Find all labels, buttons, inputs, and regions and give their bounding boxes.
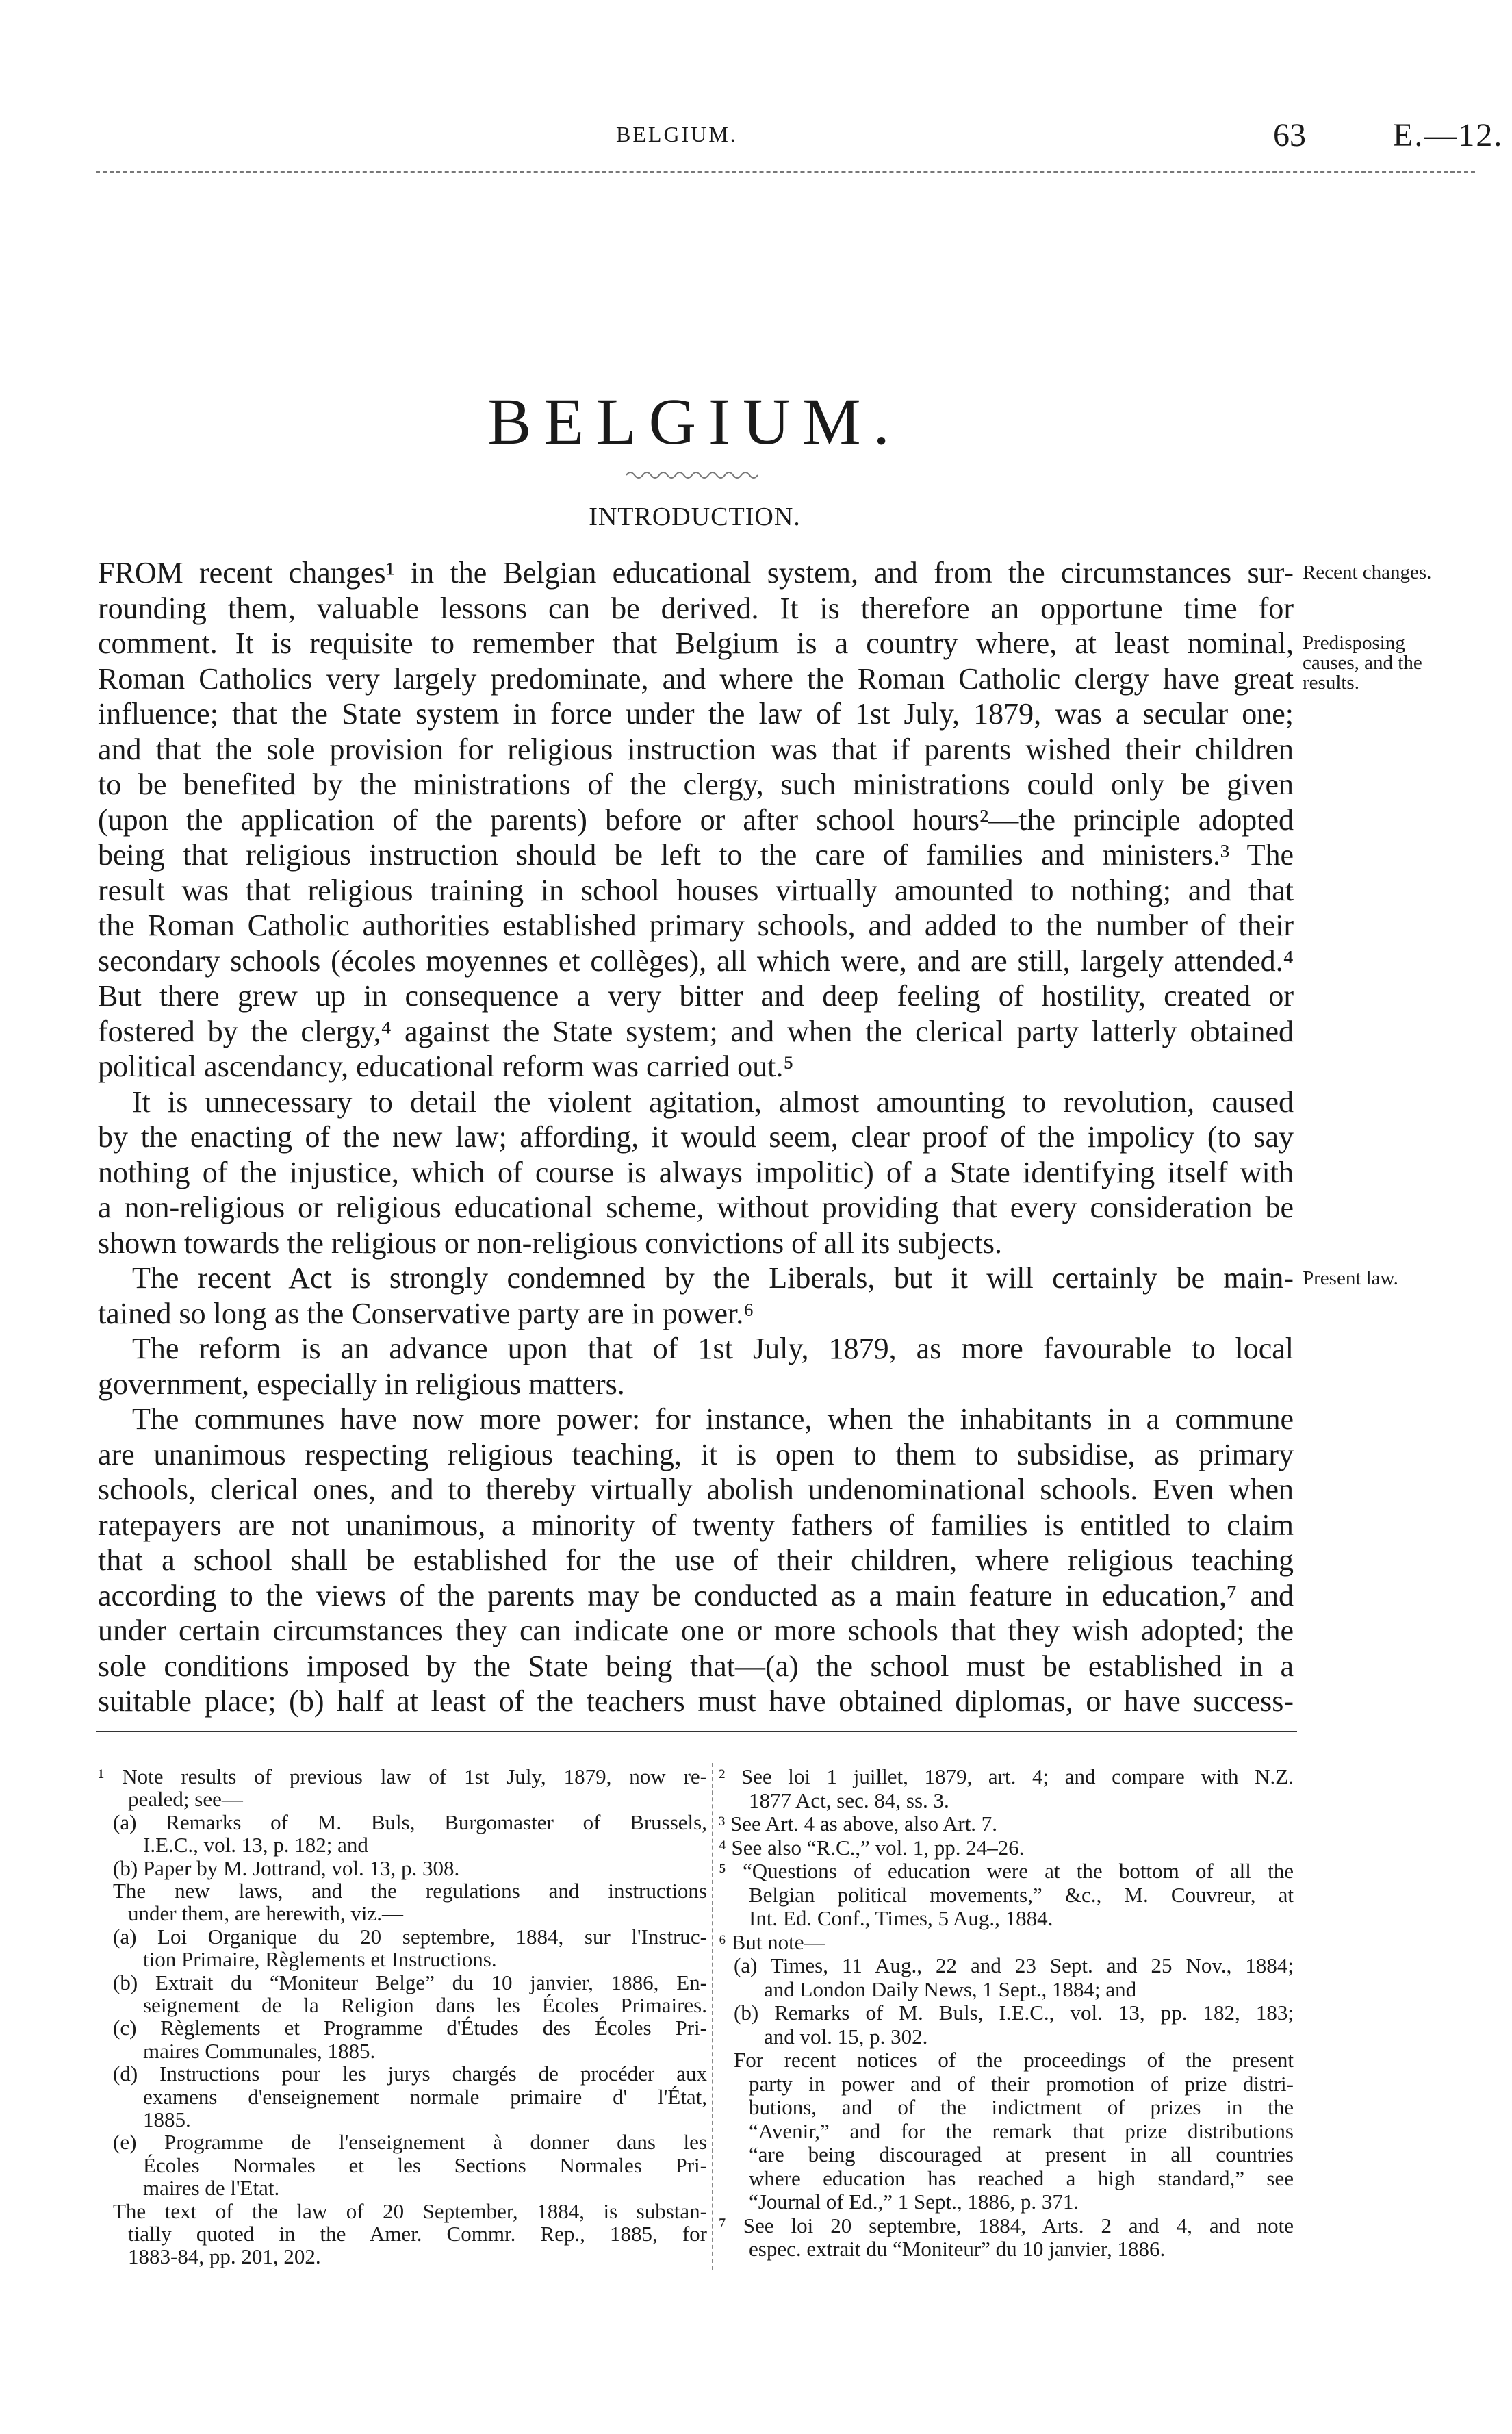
footnote-line: (a) Remarks of M. Buls, Burgomaster of Brussels, [113, 1810, 707, 1834]
body-line: Roman Catholics very largely predominate, and where the Roman Catholic clergy have great [98, 661, 1294, 696]
body-line: (upon the application of the parents) before or after school hours²—the principle adopted [98, 802, 1294, 837]
body-line: shown towards the religious or non-religious convictions of all its subjects. [98, 1226, 1003, 1260]
footnote-line: party in power and of their promotion of prize distri- [749, 2071, 1294, 2096]
footnote-line: (e) Programme de l'enseignement à donner dans les [113, 2130, 707, 2155]
body-line: the Roman Catholic authorities established primary schools, and added to the number of their [98, 909, 1294, 942]
body-line: The recent Act is strongly condemned by the Liberals, but it will certainly be main- [132, 1261, 1294, 1295]
footnote-line: tially quoted in the Amer. Commr. Rep., 1885, for [128, 2222, 707, 2246]
footnote-line: Int. Ed. Conf., Times, 5 Aug., 1884. [749, 1906, 1053, 1930]
body-line: FROM recent changes¹ in the Belgian educational system, and from the circumstances sur- [98, 556, 1294, 590]
footnote-line: “Journal of Ed.,” 1 Sept., 1886, p. 371. [749, 2190, 1079, 2214]
body-line: political ascendancy, educational reform was carried out.⁵ [98, 1050, 794, 1083]
page-title: BELGIUM. [487, 385, 902, 458]
footnote-line: (b) Remarks of M. Buls, I.E.C., vol. 13, pp. 182, 183; [734, 2001, 1294, 2025]
body-line: result was that religious training in school houses virtually amounted to nothing; and that [98, 873, 1294, 907]
body-line: influence; that the State system in force under the law of 1st July, 1879, was a secular one; [98, 697, 1294, 731]
body-line: secondary schools (écoles moyennes et collèges), all which were, and are still, largely attended.⁴ [98, 943, 1294, 978]
footnote-rule [96, 1731, 1297, 1732]
body-line: The reform is an advance upon that of 1st July, 1879, as more favourable to local [132, 1332, 1294, 1365]
footnote-line: (b) Extrait du “Moniteur Belge” du 10 janvier, 1886, En- [113, 1970, 707, 1994]
margin-note: Present law. [1303, 1267, 1398, 1289]
footnote-line: examens d'enseignement normale primaire d' l'État, [143, 2084, 707, 2109]
body-line: a non-religious or religious educational scheme, without providing that every consideration be [98, 1191, 1294, 1224]
body-line: nothing of the injustice, which of course is always impolitic) of a State identifying itself with [98, 1155, 1294, 1189]
footnote-line: (c) Règlements et Programme d'Études des Écoles Pri- [113, 2016, 707, 2040]
running-title: BELGIUM. [616, 122, 738, 147]
margin-note: Recent changes. [1303, 561, 1432, 583]
footnote-line: tion Primaire, Règlements et Instructions. [143, 1947, 497, 1972]
footnote-line: (b) Paper by M. Jottrand, vol. 13, p. 308. [113, 1855, 460, 1880]
body-line: tained so long as the Conservative party are in power.⁶ [98, 1296, 754, 1330]
footnote-line: ⁵ “Questions of education were at the bottom of all the [719, 1859, 1294, 1883]
page-number: 63 [1273, 117, 1306, 153]
footnote-line: “Avenir,” and for the remark that prize distributions [749, 2118, 1294, 2143]
footnote-line: and London Daily News, 1 Sept., 1884; and [764, 1977, 1137, 2001]
body-line: It is unnecessary to detail the violent agitation, almost amounting to revolution, caused [132, 1085, 1294, 1119]
body-line: schools, clerical ones, and to thereby virtually abolish undenominational schools. Even when [98, 1473, 1294, 1506]
footnote-line: The new laws, and the regulations and instructions [113, 1879, 707, 1903]
footnote-line: “are being discouraged at present in all countries [749, 2142, 1294, 2166]
footnote-line: (d) Instructions pour les jurys chargés de procéder aux [113, 2062, 707, 2086]
body-line: suitable place; (b) half at least of the teachers must have obtained diplomas, or have success- [98, 1684, 1294, 1718]
body-line: and that the sole provision for religious instruction was that if parents wished their children [98, 732, 1294, 766]
footnote-line: 1883-84, pp. 201, 202. [128, 2244, 321, 2269]
footnote-line: under them, are herewith, viz.— [128, 1901, 403, 1926]
body-line: under certain circumstances they can indicate one or more schools that they wish adopted; the [98, 1614, 1294, 1647]
footnote-line: espec. extrait du “Moniteur” du 10 janvier, 1886. [749, 2237, 1166, 2261]
body-line: comment. It is requisite to remember that Belgium is a country where, at least nominal, [98, 626, 1294, 660]
footnote-line: (a) Loi Organique du 20 septembre, 1884, sur l'Instruc- [113, 1924, 707, 1949]
footnote-line: For recent notices of the proceedings of the present [734, 2048, 1294, 2072]
margin-note: Predisposing causes, and the results. [1303, 632, 1422, 694]
footnote-line: Écoles Normales et les Sections Normales Pri- [143, 2153, 707, 2177]
footnote-line: I.E.C., vol. 13, p. 182; and [143, 1833, 368, 1858]
body-line: ratepayers are not unanimous, a minority of twenty fathers of families is entitled to claim [98, 1508, 1294, 1542]
footnote-line: butions, and of the indictment of prizes in the [749, 2095, 1294, 2119]
ornament-divider [626, 467, 763, 481]
footnote-line: maires Communales, 1885. [143, 2038, 376, 2063]
footnote-line: ¹ Note results of previous law of 1st July, 1879, now re- [98, 1764, 707, 1788]
body-line: being that religious instruction should be left to the care of families and ministers.³ The [98, 838, 1294, 872]
body-line: rounding them, valuable lessons can be derived. It is therefore an opportune time for [98, 591, 1294, 625]
body-line: fostered by the clergy,⁴ against the State system; and when the clerical party latterly obtained [98, 1014, 1294, 1048]
body-line: sole conditions imposed by the State being that—(a) the school must be established in a [98, 1649, 1294, 1683]
footnote-line: ⁶ But note— [719, 1929, 825, 1954]
footnote-line: The text of the law of 20 September, 1884, is substan- [113, 2198, 707, 2223]
body-line: The communes have now more power: for instance, when the inhabitants in a commune [132, 1402, 1294, 1436]
column-divider [712, 1763, 713, 2270]
footnote-line: maires de l'Etat. [143, 2176, 280, 2201]
footnote-line: 1877 Act, sec. 84, ss. 3. [749, 1788, 949, 1812]
paper-code: E.—12. [1393, 117, 1504, 153]
body-line: But there grew up in consequence a very bitter and deep feeling of hostility, created or [98, 979, 1294, 1013]
footnote-line: pealed; see— [128, 1787, 243, 1812]
body-line: that a school shall be established for the use of their children, where religious teaching [98, 1543, 1294, 1577]
footnote-line: ⁷ See loi 20 septembre, 1884, Arts. 2 and 4, and note [719, 2213, 1294, 2237]
section-heading: INTRODUCTION. [589, 503, 801, 531]
footnote-line: ⁴ See also “R.C.,” vol. 1, pp. 24–26. [719, 1835, 1025, 1860]
header-rule [96, 171, 1475, 173]
footnote-line: 1885. [143, 2107, 191, 2131]
footnote-line: Belgian political movements,” &c., M. Couvreur, at [749, 1882, 1294, 1907]
footnote-line: ² See loi 1 juillet, 1879, art. 4; and compare with N.Z. [719, 1764, 1294, 1788]
body-line: government, especially in religious matters. [98, 1367, 625, 1401]
footnote-line: and vol. 15, p. 302. [764, 2024, 928, 2049]
footnote-line: where education has reached a high standard,” see [749, 2166, 1294, 2190]
body-line: are unanimous respecting religious teaching, it is open to them to subsidise, as primary [98, 1437, 1294, 1471]
body-line: by the enacting of the new law; affording, it would seem, clear proof of the impolicy (to say [98, 1120, 1294, 1154]
footnote-line: (a) Times, 11 Aug., 22 and 23 Sept. and 25 Nov., 1884; [734, 1953, 1294, 1977]
footnote-line: seignement de la Religion dans les Écoles Primaires. [143, 1993, 707, 2017]
footnote-line: ³ See Art. 4 as above, also Art. 7. [719, 1812, 998, 1836]
body-line: according to the views of the parents may be conducted as a main feature in education,⁷ and [98, 1578, 1294, 1612]
body-line: to be benefited by the ministrations of the clergy, such ministrations could only be given [98, 768, 1294, 801]
